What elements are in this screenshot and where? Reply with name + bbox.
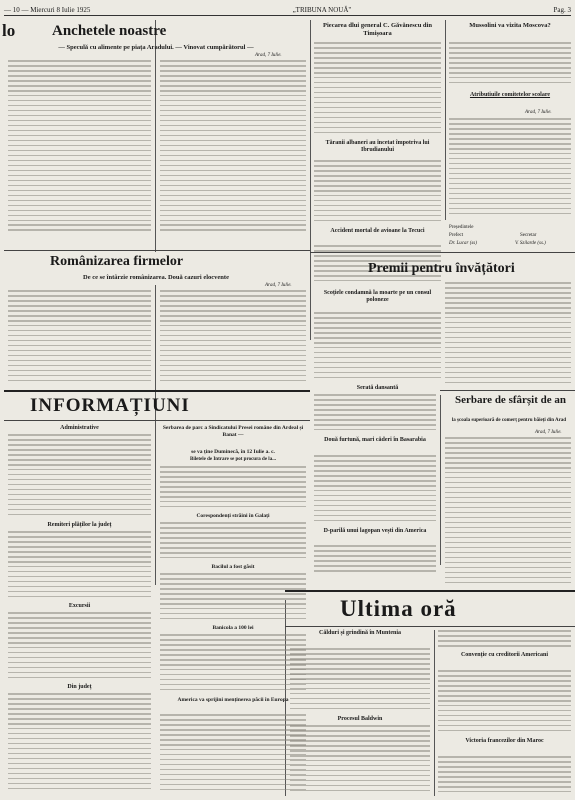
ultima-heading-victoria: Victoria francezilor din Maroc — [465, 738, 544, 744]
signature-secretar: Secretar — [520, 233, 537, 238]
ultima-body-col1 — [290, 648, 430, 713]
info-subheading-bilete: Biletele de Intrare se pot procura de la... — [190, 457, 276, 462]
section-title-informatiuni: INFORMAȚIUNI — [30, 395, 190, 416]
divider — [285, 590, 575, 592]
masthead-page: Pag. 3 — [553, 5, 571, 14]
signature-prefect: Prefect — [449, 233, 464, 238]
article-subtitle-serbare: la școala superioară de comerț pentru băieți din Arad — [451, 418, 567, 423]
ultima-body-col2 — [438, 670, 571, 735]
info-heading-serbarea-parc: Serbarea de parc a Sindicatului Presei române din Ardeal și Banat — — [162, 425, 304, 438]
info-body-col2e — [160, 714, 306, 794]
article-title-tarani: Tăranii albaneri au încetat împotriva lui Ibrudianului — [325, 140, 430, 153]
article-title-scotiele: Scoțiele condamnă la moarte pe un consul poloneze — [323, 290, 432, 303]
divider — [4, 250, 310, 251]
article-title-premii: Premii pentru învățători — [368, 261, 515, 276]
ultima-body-col1b — [290, 725, 430, 795]
ultima-intro-col2 — [438, 630, 571, 650]
section-title-ultima-ora: Ultima oră — [340, 596, 457, 621]
article-title-atributiuni: Atributiuile comitetelor scolare — [469, 92, 551, 98]
article-title-accident: Accident mortal de avioane la Tecuci — [330, 228, 425, 234]
divider — [310, 252, 575, 253]
column-rule — [310, 20, 311, 340]
article-subtitle-anchete: — Speculă cu alimente pe piața Aradului. — Vinovat cumpărătorul — — [58, 44, 254, 51]
article-body-serbare — [445, 437, 571, 587]
article-byline-anchete: Arad, 7 Iulie. — [255, 53, 282, 58]
signature-prefect-name: Dr. Lucar (ss) — [449, 241, 477, 246]
article-body-piecarea — [314, 42, 441, 137]
masthead-title: „TRIBUNA NOUĂ" — [292, 5, 352, 14]
article-title-mussolini: Mussolini va vizita Moscova? — [469, 22, 551, 29]
article-body-anchete-col1 — [8, 60, 151, 235]
article-section-prefix: lo — [2, 21, 16, 40]
info-heading-administrative: Administrative — [60, 425, 99, 431]
column-rule — [155, 20, 156, 252]
article-byline-atributiuni: Arad, 7 Iulie. — [525, 110, 552, 115]
signature-president: Președintele — [449, 225, 474, 230]
info-heading-remiteri: Remiteri plăților la județ — [47, 522, 112, 528]
article-body-anchete-col2 — [160, 60, 306, 235]
article-title-furtuna: Două furtună, mari căderi în Basarabia — [324, 437, 426, 443]
column-rule — [440, 395, 441, 565]
signature-secretar-name: V. Szilarde (ss.) — [515, 241, 546, 246]
ultima-heading-baldwin: Procesul Baldwin — [337, 716, 383, 722]
article-body-firme-col2 — [160, 290, 306, 385]
article-body-mussolini — [449, 42, 571, 87]
info-heading-corespondenti: Corespondenți străini în Galați — [196, 513, 270, 519]
divider — [4, 420, 310, 421]
info-heading-banicola: Banicola a 100 lei — [212, 625, 254, 631]
article-body-serata — [314, 394, 436, 434]
info-body-col1b — [8, 531, 151, 601]
ultima-body-col2b — [438, 756, 571, 796]
info-heading-excursii: Excursii — [68, 603, 91, 609]
article-body-lagopan — [314, 545, 436, 575]
article-body-tarani — [314, 160, 441, 225]
divider — [4, 390, 310, 392]
info-subheading-data: se va ține Duminecă, în 12 Iulie a. c. — [191, 449, 275, 455]
info-body-col1d — [8, 693, 151, 793]
article-title-lagopan: D-parilă unui lagopan vești din America — [323, 528, 427, 534]
masthead-date: — 10 — Miercuri 8 Iulie 1925 — [4, 5, 91, 14]
article-byline-firme: Arad, 7 Iulie. — [265, 283, 292, 288]
info-heading-america: America va sprijini menținerea păcii în Europa — [177, 697, 289, 703]
info-body-col2d — [160, 634, 306, 694]
column-rule — [155, 285, 156, 585]
article-byline-serbare: Arad, 7 Iulie. — [535, 430, 562, 435]
info-body-col1c — [8, 612, 151, 682]
info-heading-judet: Din județ — [67, 684, 92, 690]
article-body-firme-col1 — [8, 290, 151, 385]
info-body-col1 — [8, 434, 151, 519]
divider — [440, 390, 575, 391]
info-heading-bacil: Bacilul a fost găsit — [211, 564, 255, 570]
info-body-col2b — [160, 522, 306, 562]
divider — [285, 626, 575, 627]
article-body-scotiele — [314, 312, 441, 382]
article-title-anchete: Anchetele noastre — [52, 23, 167, 39]
column-rule — [445, 20, 446, 220]
article-body-furtuna — [314, 455, 436, 525]
article-title-serata: Serată dansantă — [356, 385, 399, 391]
ultima-heading-conventie: Convenție cu creditorii Americani — [460, 652, 549, 658]
article-subtitle-firme: De ce se întârzie românizarea. Două cazuri elocvente — [83, 274, 229, 281]
article-title-piecarea: Piecarea dlui general C. Găvănescu din Timișoara — [323, 22, 432, 37]
column-rule — [434, 630, 435, 796]
article-body-premii-right — [445, 282, 571, 387]
info-body-col2 — [160, 466, 306, 511]
info-body-col2c — [160, 573, 306, 623]
article-body-atributiuni — [449, 118, 571, 218]
article-title-serbare: Serbare de sfârșit de an — [455, 394, 567, 406]
article-title-firme: Românizarea firmelor — [50, 254, 184, 269]
ultima-heading-calduri: Călduri și grindină în Muntenia — [318, 630, 402, 636]
masthead — [4, 4, 571, 16]
